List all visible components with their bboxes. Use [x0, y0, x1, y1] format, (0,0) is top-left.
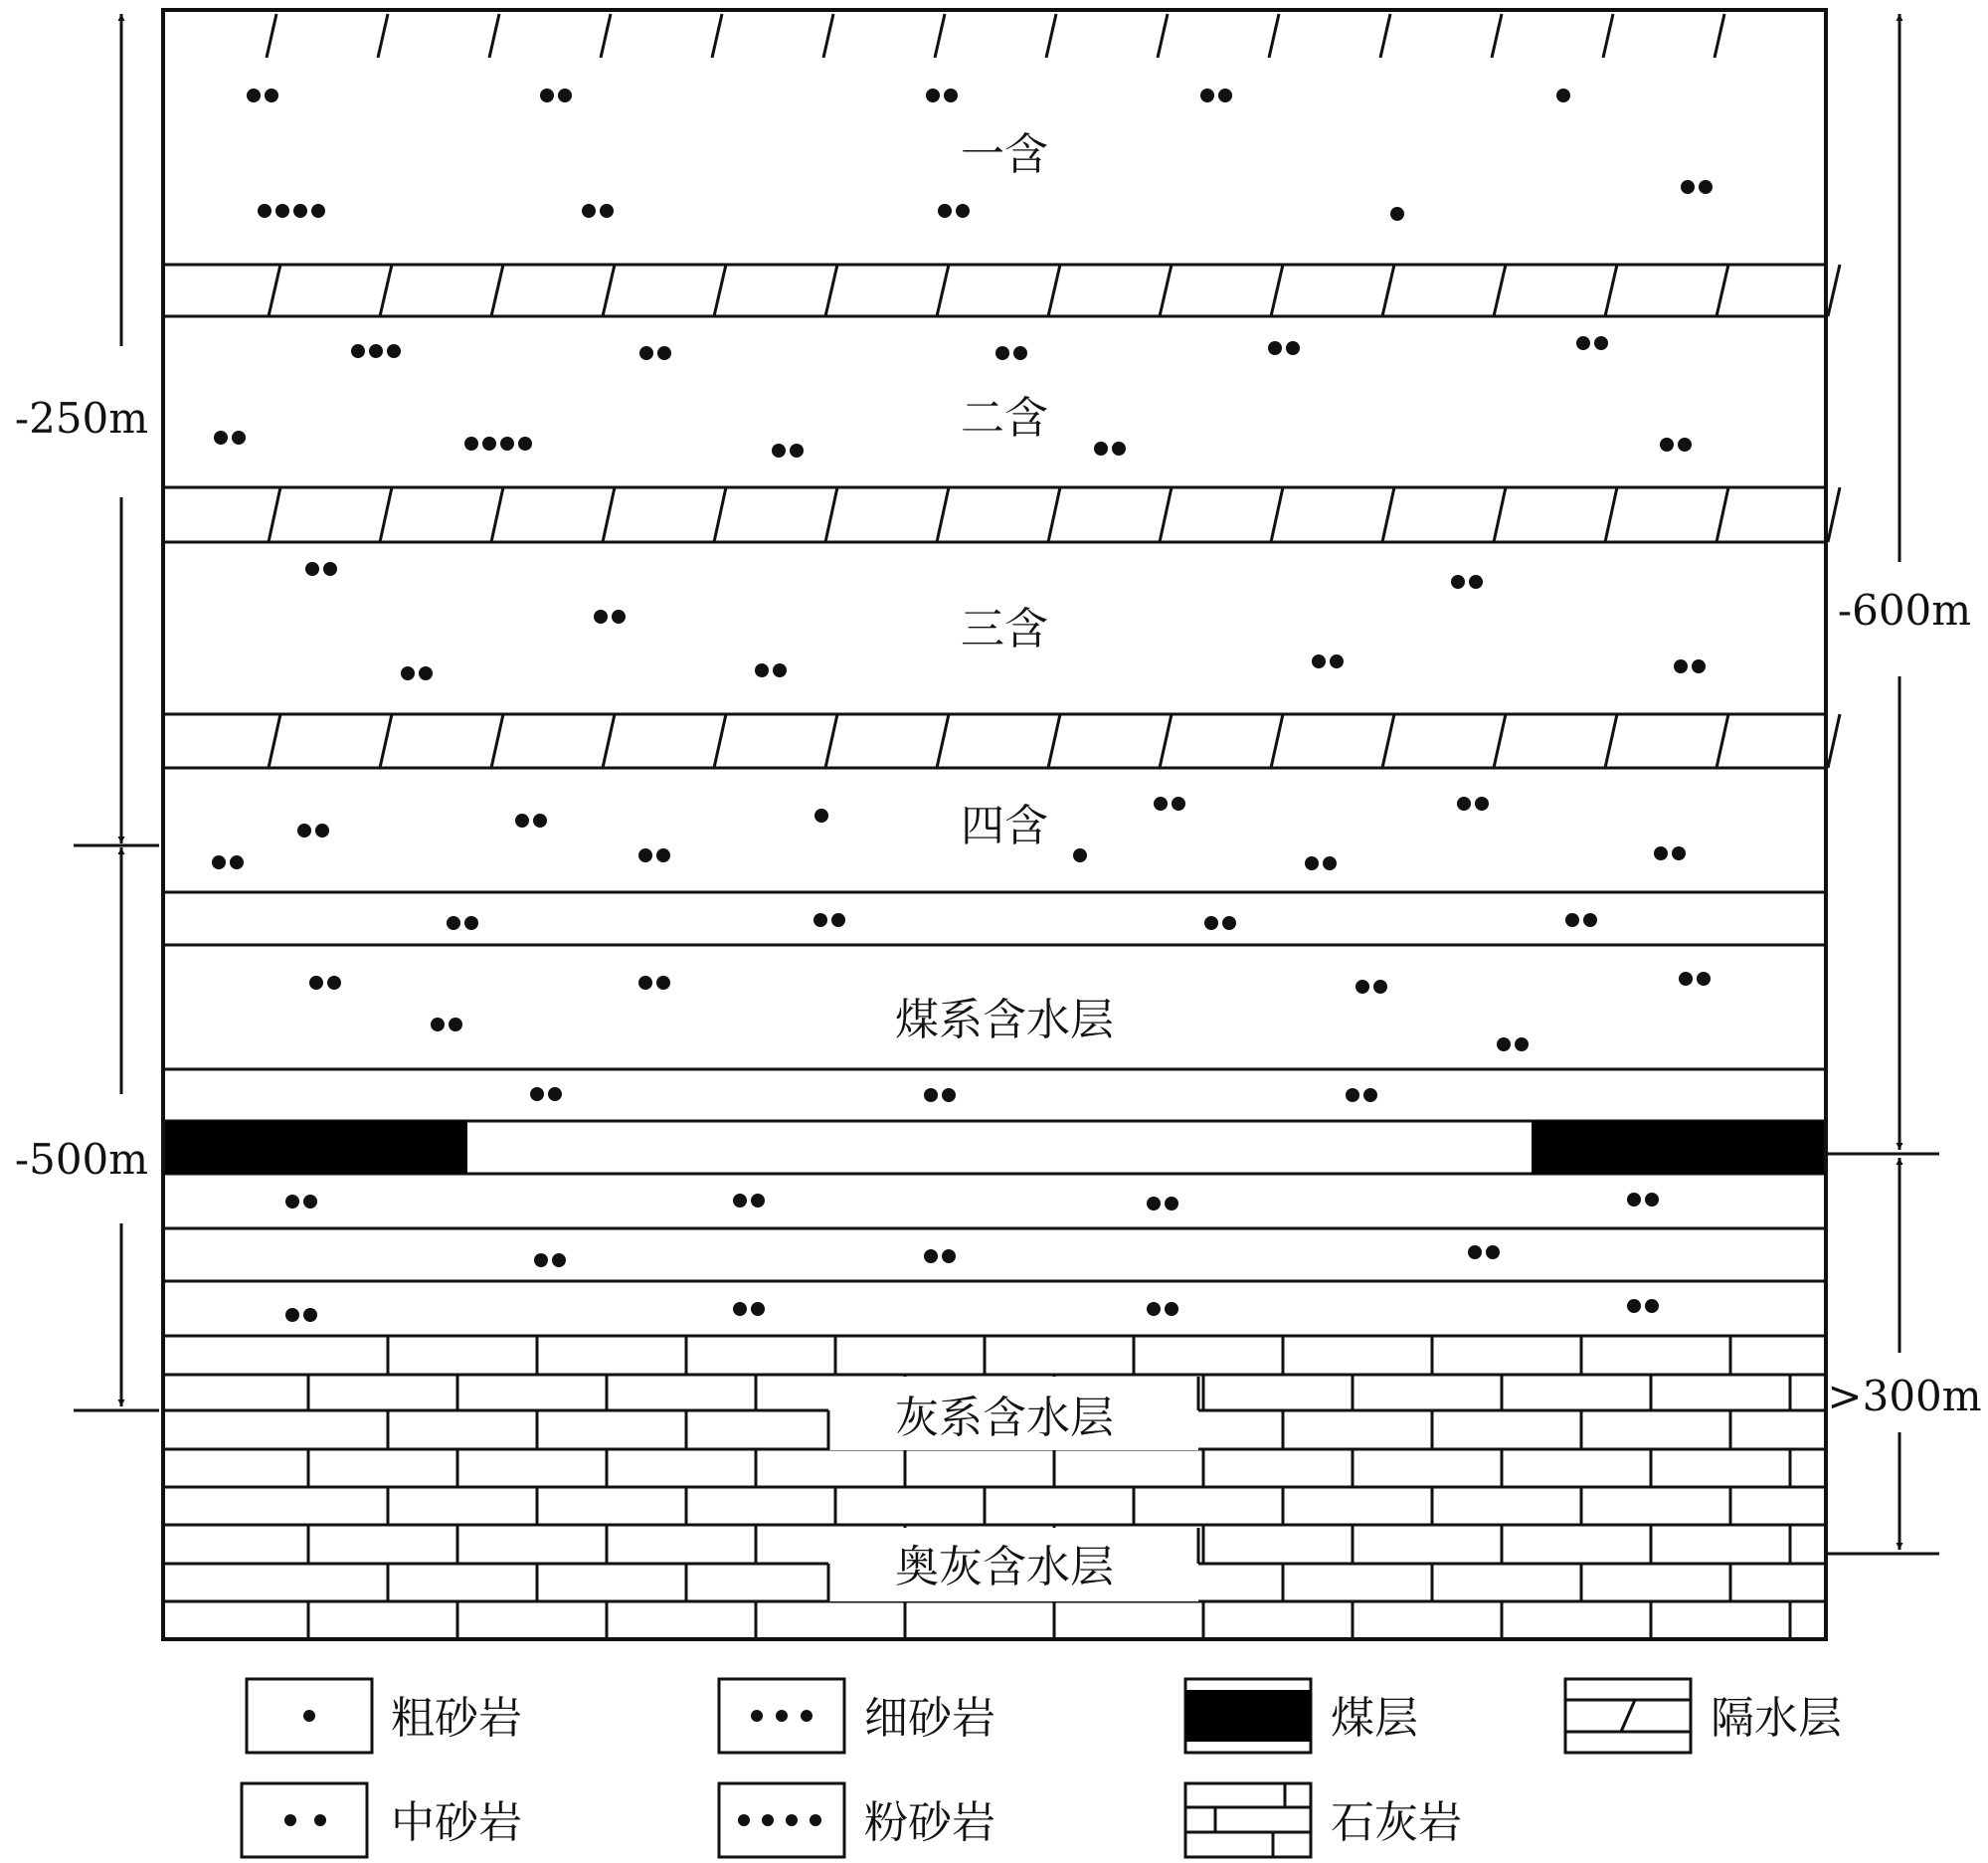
grain-dot [305, 562, 319, 576]
legend-label-aquiclude: 隔水层 [1711, 1693, 1842, 1744]
aquiclude-hatch [1382, 487, 1394, 542]
grain-dot [938, 204, 952, 218]
grain-dot [751, 1194, 765, 1208]
grain-dot [1475, 797, 1489, 811]
hatch-tick [601, 14, 611, 58]
coal-seam-left [163, 1121, 467, 1174]
grain-dot [534, 1253, 548, 1267]
aquiclude-hatch [1717, 714, 1728, 768]
aquiclude-hatch [1160, 714, 1172, 768]
grain-dot [431, 1018, 445, 1031]
aquiclude-hatch [714, 487, 726, 542]
grain-dot [638, 848, 652, 862]
aquiclude-hatch [1382, 714, 1394, 768]
grain-dot [327, 976, 341, 990]
hatch-tick [1269, 14, 1279, 58]
aquiclude-hatch [1160, 487, 1172, 542]
legend-swatch-siltstone [719, 1783, 844, 1857]
grain-dot [639, 346, 653, 360]
grain-dot [1654, 846, 1668, 860]
grain-dot [790, 444, 804, 458]
depth-dimensions [74, 14, 1939, 1554]
aquiclude-hatch [380, 265, 392, 316]
legend-dot [751, 1710, 763, 1722]
hatch-tick [489, 14, 499, 58]
aquiclude-hatch [1828, 487, 1840, 542]
grain-dot [515, 814, 529, 828]
hatch-tick [712, 14, 722, 58]
grain-dot [1674, 659, 1688, 673]
legend-dot [314, 1814, 326, 1826]
legend-swatch-medium-sandstone [242, 1783, 367, 1857]
grain-dot [297, 824, 311, 838]
legend-label-limestone: 石灰岩 [1331, 1797, 1462, 1848]
grain-dot [638, 976, 652, 990]
aquifer-2-label: 二含 [961, 393, 1048, 444]
legend-dot [303, 1710, 315, 1722]
grain-dot [1330, 654, 1344, 668]
legend-dot [284, 1814, 296, 1826]
grain-dot [464, 437, 478, 451]
grain-dot [558, 89, 572, 102]
grain-dot [1390, 207, 1404, 221]
legend-label-medium-sandstone: 中砂岩 [391, 1797, 522, 1848]
grain-dot [1697, 972, 1711, 986]
grain-dot [449, 1018, 462, 1031]
aquifer-1-label: 一含 [961, 129, 1048, 180]
grain-dot [387, 344, 401, 358]
legend-item-coarse-sandstone [247, 1679, 522, 1753]
hatch-tick [1603, 14, 1613, 58]
aquiclude-hatch [491, 487, 503, 542]
grain-dot [942, 1088, 956, 1102]
grain-dot [1154, 797, 1168, 811]
aquiclude-hatch [1494, 487, 1506, 542]
grain-dot [548, 1087, 562, 1101]
aquiclude-hatch [1048, 487, 1060, 542]
grain-dot [1583, 913, 1597, 927]
aquiclude-hatch [1160, 265, 1172, 316]
aquiclude-hatch [380, 714, 392, 768]
grain-dot [1346, 1088, 1359, 1102]
grain-dot [1672, 846, 1686, 860]
grain-dot [464, 916, 478, 930]
legend-item-siltstone [719, 1783, 995, 1857]
legend-label-coarse-sandstone: 粗砂岩 [391, 1693, 522, 1744]
grain-dot [285, 1308, 299, 1322]
grain-dot [1451, 575, 1465, 589]
grain-dot [1681, 180, 1695, 194]
grain-dot [1165, 1302, 1178, 1316]
aquiclude-hatch [1717, 487, 1728, 542]
hatch-tick [935, 14, 945, 58]
grain-dot [533, 814, 547, 828]
hatch-tick [1046, 14, 1056, 58]
grain-dot [924, 1249, 938, 1263]
hatch-tick [1715, 14, 1724, 58]
grain-dot [303, 1195, 317, 1209]
grain-dot [1645, 1193, 1659, 1207]
limestone-aquifer-label: 灰系含水层 [895, 1393, 1114, 1443]
depth-label-right-upper: -600m [1837, 586, 1972, 635]
grain-dot [1094, 442, 1108, 456]
grain-dot [1200, 89, 1214, 102]
grain-dot [1268, 341, 1282, 355]
aquifer-3-label: 三含 [961, 604, 1048, 654]
aquiclude-hatch [937, 714, 949, 768]
grain-dot [733, 1194, 747, 1208]
aquiclude-hatch [825, 714, 837, 768]
grain-dot [924, 1088, 938, 1102]
aquiclude-hatch [1382, 265, 1394, 316]
aquiclude-hatch [825, 487, 837, 542]
ordovician-aquifer-label: 奥灰含水层 [895, 1542, 1114, 1592]
aquiclude-hatch [603, 487, 615, 542]
grain-dot [351, 344, 365, 358]
grain-dot [1627, 1299, 1641, 1313]
grain-dot [1594, 336, 1608, 350]
grain-dot [1645, 1299, 1659, 1313]
grain-dot [1678, 438, 1692, 452]
legend-dot [786, 1814, 798, 1826]
grain-dot [1312, 654, 1326, 668]
aquiclude-hatch [714, 714, 726, 768]
grain-dot [1147, 1302, 1161, 1316]
grain-dot [1355, 980, 1369, 994]
aquiclude-hatch [380, 487, 392, 542]
grain-dot [612, 610, 626, 624]
grain-dot [656, 848, 670, 862]
grain-dot [315, 824, 329, 838]
grain-dot [814, 809, 828, 823]
grain-dot [751, 1302, 765, 1316]
grain-dot [1147, 1197, 1161, 1211]
aquiclude-hatch [937, 265, 949, 316]
grain-dot [309, 976, 323, 990]
aquiclude-hatch [1271, 714, 1283, 768]
aquiclude-hatch [1717, 265, 1728, 316]
aquiclude-hatch [1271, 265, 1283, 316]
grain-dot [1286, 341, 1300, 355]
depth-labels [15, 394, 1982, 1420]
grain-dot [1073, 848, 1087, 862]
grain-dot [265, 89, 278, 102]
grain-dot [1468, 1245, 1482, 1259]
grain-dot [942, 1249, 956, 1263]
legend-item-limestone [1185, 1783, 1462, 1857]
aquiclude-hatch [1494, 714, 1506, 768]
legend-swatch-limestone [1185, 1783, 1311, 1857]
depth-label-right-lower: >300m [1827, 1372, 1982, 1420]
grain-dot [831, 913, 845, 927]
grain-dot [1363, 1088, 1377, 1102]
grain-dot [1699, 180, 1713, 194]
legend-dot [810, 1814, 821, 1826]
aquiclude-hatch [491, 714, 503, 768]
depth-label-left-lower: -500m [14, 1135, 149, 1184]
legend-label-coal-seam: 煤层 [1331, 1693, 1418, 1744]
grain-dot [401, 666, 415, 680]
legend-dot [801, 1710, 813, 1722]
grain-dot [275, 204, 289, 218]
legend-item-coal-seam [1185, 1679, 1418, 1753]
grain-dot [1576, 336, 1590, 350]
grain-dot [1497, 1037, 1511, 1051]
grain-dot [303, 1308, 317, 1322]
grain-dot [1204, 916, 1218, 930]
depth-label-left-upper: -250m [14, 394, 149, 443]
grain-dot [482, 437, 496, 451]
grain-dot [926, 89, 940, 102]
grain-dot [212, 855, 226, 869]
grain-dot [1660, 438, 1674, 452]
grain-dot [293, 204, 307, 218]
aquiclude-hatch [1605, 714, 1617, 768]
grain-dot [230, 855, 244, 869]
grain-dot [447, 916, 460, 930]
grain-dot [214, 431, 228, 445]
grain-dot [1222, 916, 1236, 930]
grain-dot [1373, 980, 1387, 994]
grain-dot [1565, 913, 1579, 927]
hatch-tick [267, 14, 276, 58]
grain-dot [1013, 346, 1027, 360]
grain-dot [258, 204, 271, 218]
grain-dot [656, 976, 670, 990]
grain-dot [1165, 1197, 1178, 1211]
grain-dot [247, 89, 261, 102]
legend-coal-fill [1185, 1690, 1311, 1742]
legend-dot [762, 1814, 774, 1826]
grain-dot [540, 89, 554, 102]
grain-dot [419, 666, 433, 680]
aquiclude-hatch [1271, 487, 1283, 542]
legend-item-aquiclude [1565, 1679, 1842, 1753]
grain-dot [323, 562, 337, 576]
aquiclude-hatch [269, 487, 280, 542]
aquifer-4-label: 四含 [961, 801, 1048, 851]
grain-dot [311, 204, 325, 218]
aquiclude-hatch [1048, 265, 1060, 316]
grain-dot [1172, 797, 1185, 811]
grain-dot [733, 1302, 747, 1316]
grain-dot [369, 344, 383, 358]
grain-dot [1627, 1193, 1641, 1207]
hatch-tick [1158, 14, 1168, 58]
grain-dot [1323, 856, 1337, 870]
coal-seam-right [1532, 1121, 1826, 1174]
grain-dot [518, 437, 532, 451]
aquiclude-hatch [269, 714, 280, 768]
hatch-tick [378, 14, 388, 58]
grain-dot [600, 204, 614, 218]
grain-dot [772, 444, 786, 458]
aquiclude-hatch [1828, 714, 1840, 768]
aquiclude-hatch [491, 265, 503, 316]
grain-dot [755, 663, 769, 677]
aquiclude-hatch [1828, 265, 1840, 316]
legend-dot [738, 1814, 750, 1826]
grain-dot [1112, 442, 1126, 456]
coal-measure-aquifer-label: 煤系含水层 [895, 995, 1114, 1045]
aquiclude-hatch [825, 265, 837, 316]
grain-dot [1305, 856, 1319, 870]
grain-dot [1218, 89, 1232, 102]
aquiclude-hatch [1605, 265, 1617, 316]
aquiclude-hatch [1494, 265, 1506, 316]
grain-dot [1457, 797, 1471, 811]
legend-dot [776, 1710, 788, 1722]
legend-item-fine-sandstone [719, 1679, 995, 1753]
aquiclude-hatch [269, 265, 280, 316]
grain-dot [1486, 1245, 1500, 1259]
aquiclude-hatch [714, 265, 726, 316]
grain-dot [232, 431, 246, 445]
grain-dot [1469, 575, 1483, 589]
hatch-tick [823, 14, 833, 58]
aquiclude-hatch [937, 487, 949, 542]
legend-label-siltstone: 粉砂岩 [864, 1797, 995, 1848]
aquiclude-hatch [603, 714, 615, 768]
legend-label-fine-sandstone: 细砂岩 [864, 1693, 995, 1744]
hatch-tick [1380, 14, 1390, 58]
grain-dot [594, 610, 608, 624]
grain-dot [1692, 659, 1706, 673]
legend-item-medium-sandstone [242, 1783, 522, 1857]
grain-dot [530, 1087, 544, 1101]
aquiclude-hatch [1605, 487, 1617, 542]
grain-dot [773, 663, 787, 677]
grain-dot [1679, 972, 1693, 986]
grain-dot [956, 204, 970, 218]
grain-dot [995, 346, 1009, 360]
legend [242, 1679, 1842, 1857]
grain-dot [813, 913, 827, 927]
grain-dot [657, 346, 671, 360]
hatch-tick [1492, 14, 1502, 58]
grain-dot [1556, 89, 1570, 102]
grain-dot [944, 89, 958, 102]
grain-dot [285, 1195, 299, 1209]
grain-dot [552, 1253, 566, 1267]
aquiclude-hatch [1048, 714, 1060, 768]
grain-dot [500, 437, 514, 451]
grain-dot [582, 204, 596, 218]
aquiclude-hatch [603, 265, 615, 316]
grain-dot [1515, 1037, 1529, 1051]
